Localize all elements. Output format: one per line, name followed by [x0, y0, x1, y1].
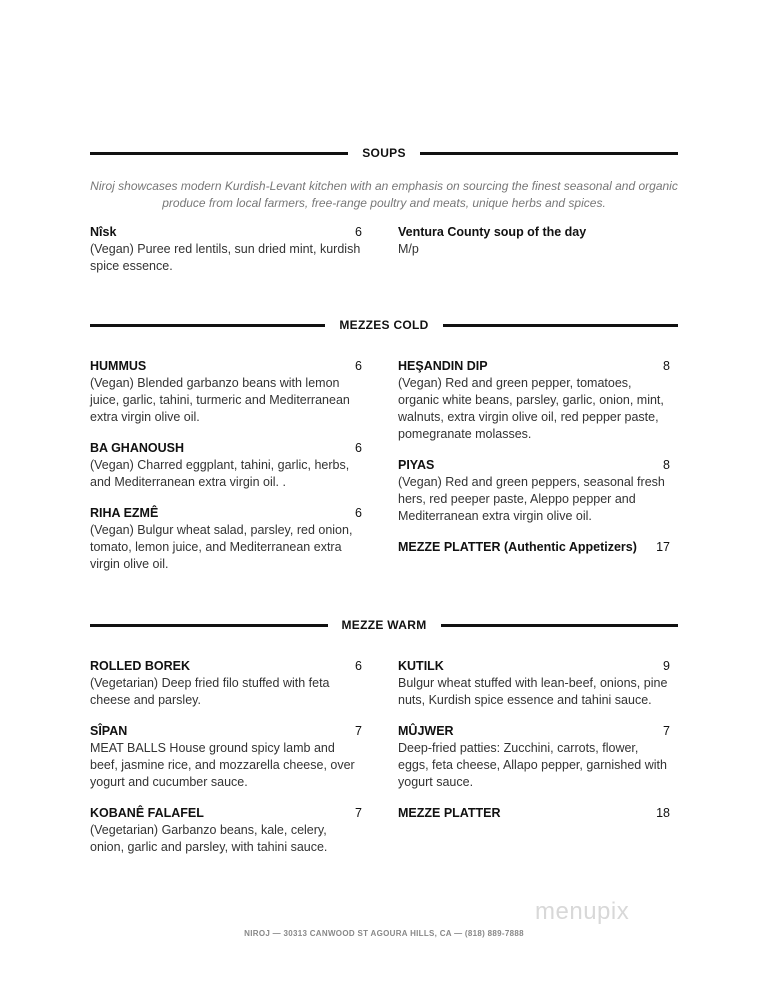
menu-item-name: SÎPAN — [90, 724, 128, 738]
section-title: MEZZES COLD — [339, 318, 429, 332]
restaurant-intro: Niroj showcases modern Kurdish-Levant kitchen with an emphasis on sourcing the finest seasonal and organic produce from local farmers, free-range poultry and meats, unique herbs and spices. — [90, 179, 678, 210]
menu-item-description: M/p — [398, 242, 419, 256]
menu-item-header — [398, 539, 670, 556]
menu-item-header — [398, 457, 670, 474]
menu-item-price: 9 — [663, 659, 670, 673]
menu-item-name: Ventura County soup of the day — [398, 225, 587, 239]
menu-item-header — [398, 658, 670, 675]
menu-item-description: (Vegetarian) Deep fried filo stuffed with feta cheese and parsley. — [90, 676, 330, 707]
divider-line — [90, 152, 348, 155]
divider-line — [441, 624, 679, 627]
menu-item — [398, 358, 670, 443]
menu-item-header — [398, 224, 670, 241]
restaurant-footer: NIROJ — 30313 CANWOOD ST AGOURA HILLS, CA — (818) 889-7888 — [244, 929, 524, 938]
menu-item-description: (Vegan) Bulgur wheat salad, parsley, red onion, tomato, lemon juice, and Mediterranean extra virgin olive oil. — [90, 523, 353, 571]
menu-item-price: 7 — [355, 724, 362, 738]
menu-item-price: 6 — [355, 225, 362, 239]
soups-right-column — [398, 224, 670, 272]
menupix-watermark: menupix — [535, 898, 630, 925]
menu-item-price: 8 — [663, 359, 670, 373]
menu-item-header — [90, 723, 362, 740]
menu-item-description: MEAT BALLS House ground spicy lamb and beef, jasmine rice, and mozzarella cheese, over yogurt and cucumber sauce. — [90, 741, 355, 789]
menu-item-name: Nîsk — [90, 225, 117, 239]
menu-item-name: HUMMUS — [90, 359, 147, 373]
mezze-warm-left-column — [90, 658, 362, 870]
menu-item-price: 6 — [355, 359, 362, 373]
menu-item-price: 6 — [355, 506, 362, 520]
menu-item-name: PIYAS — [398, 458, 435, 472]
menu-item — [90, 805, 362, 856]
section-title: MEZZE WARM — [341, 618, 427, 632]
menu-item-name: MÛJWER — [398, 724, 454, 738]
menu-item-description: (Vegan) Red and green pepper, tomatoes, organic white beans, parsley, garlic, onion, mint, walnuts, extra virgin olive oil, red pepper paste, pomegranate molasses. — [398, 376, 664, 441]
menu-item-description: (Vegetarian) Garbanzo beans, kale, celery, onion, garlic and parsley, with tahini sauce. — [90, 823, 328, 854]
menu-item-header — [90, 440, 362, 457]
menu-item — [90, 358, 362, 426]
menu-item — [90, 505, 362, 573]
menu-item-header — [398, 358, 670, 375]
menu-item — [90, 723, 362, 791]
menu-item-price: 6 — [355, 441, 362, 455]
menu-item-header — [90, 505, 362, 522]
soups-left-column — [90, 224, 362, 289]
menu-item-price: 7 — [663, 724, 670, 738]
divider-line — [90, 324, 325, 327]
menu-item-name: BA GHANOUSH — [90, 441, 184, 455]
menu-item-name: ROLLED BOREK — [90, 659, 190, 673]
menu-item-description: Bulgur wheat stuffed with lean-beef, onions, pine nuts, Kurdish spice essence and tahini sauce. — [398, 676, 668, 707]
menu-item — [90, 658, 362, 709]
menu-item — [398, 805, 670, 822]
menu-item-name: RIHA EZMÊ — [90, 506, 159, 520]
menu-item — [398, 457, 670, 525]
menu-item-header — [398, 723, 670, 740]
section-title: SOUPS — [362, 146, 406, 160]
menu-item-description: (Vegan) Blended garbanzo beans with lemon juice, garlic, tahini, turmeric and Mediterranean extra virgin olive oil. — [90, 376, 350, 424]
section-header-mezzes-cold — [90, 315, 678, 335]
menu-item-price: 17 — [656, 540, 670, 554]
menu-item-description: Deep-fried patties: Zucchini, carrots, flower, eggs, feta cheese, Allapo pepper, garnished with yogurt sauce. — [398, 741, 667, 789]
menu-item-name: HEŞANDIN DIP — [398, 359, 488, 373]
menu-item-name: MEZZE PLATTER (Authentic Appetizers) — [398, 540, 637, 554]
menu-item — [398, 539, 670, 556]
menu-item — [398, 224, 670, 258]
menu-item-header — [398, 805, 670, 822]
menu-item-price: 8 — [663, 458, 670, 472]
menu-item-header — [90, 224, 362, 241]
mezzes-cold-left-column — [90, 358, 362, 587]
divider-line — [443, 324, 678, 327]
menu-item-price: 6 — [355, 659, 362, 673]
menu-item-name: MEZZE PLATTER — [398, 806, 501, 820]
menu-item-description: (Vegan) Charred eggplant, tahini, garlic, herbs, and Mediterranean extra virgin oil. . — [90, 458, 350, 489]
divider-line — [90, 624, 328, 627]
mezzes-cold-right-column — [398, 358, 670, 570]
menu-item-header — [90, 658, 362, 675]
divider-line — [420, 152, 678, 155]
menu-item-name: KOBANÊ FALAFEL — [90, 806, 204, 820]
section-header-mezze-warm — [90, 615, 678, 635]
menu-item — [398, 658, 670, 709]
menu-item — [90, 440, 362, 491]
menu-item — [398, 723, 670, 791]
menu-item-description: (Vegan) Red and green peppers, seasonal fresh hers, red peeper paste, Aleppo pepper and Mediterranean extra virgin olive oil. — [398, 475, 665, 523]
menu-item-header — [90, 358, 362, 375]
section-header-soups — [90, 143, 678, 163]
mezze-warm-right-column — [398, 658, 670, 836]
menu-item — [90, 224, 362, 275]
menu-item-price: 18 — [656, 806, 670, 820]
menu-item-header — [90, 805, 362, 822]
menu-item-price: 7 — [355, 806, 362, 820]
menu-item-name: KUTILK — [398, 659, 444, 673]
menu-item-description: (Vegan) Puree red lentils, sun dried mint, kurdish spice essence. — [90, 242, 361, 273]
